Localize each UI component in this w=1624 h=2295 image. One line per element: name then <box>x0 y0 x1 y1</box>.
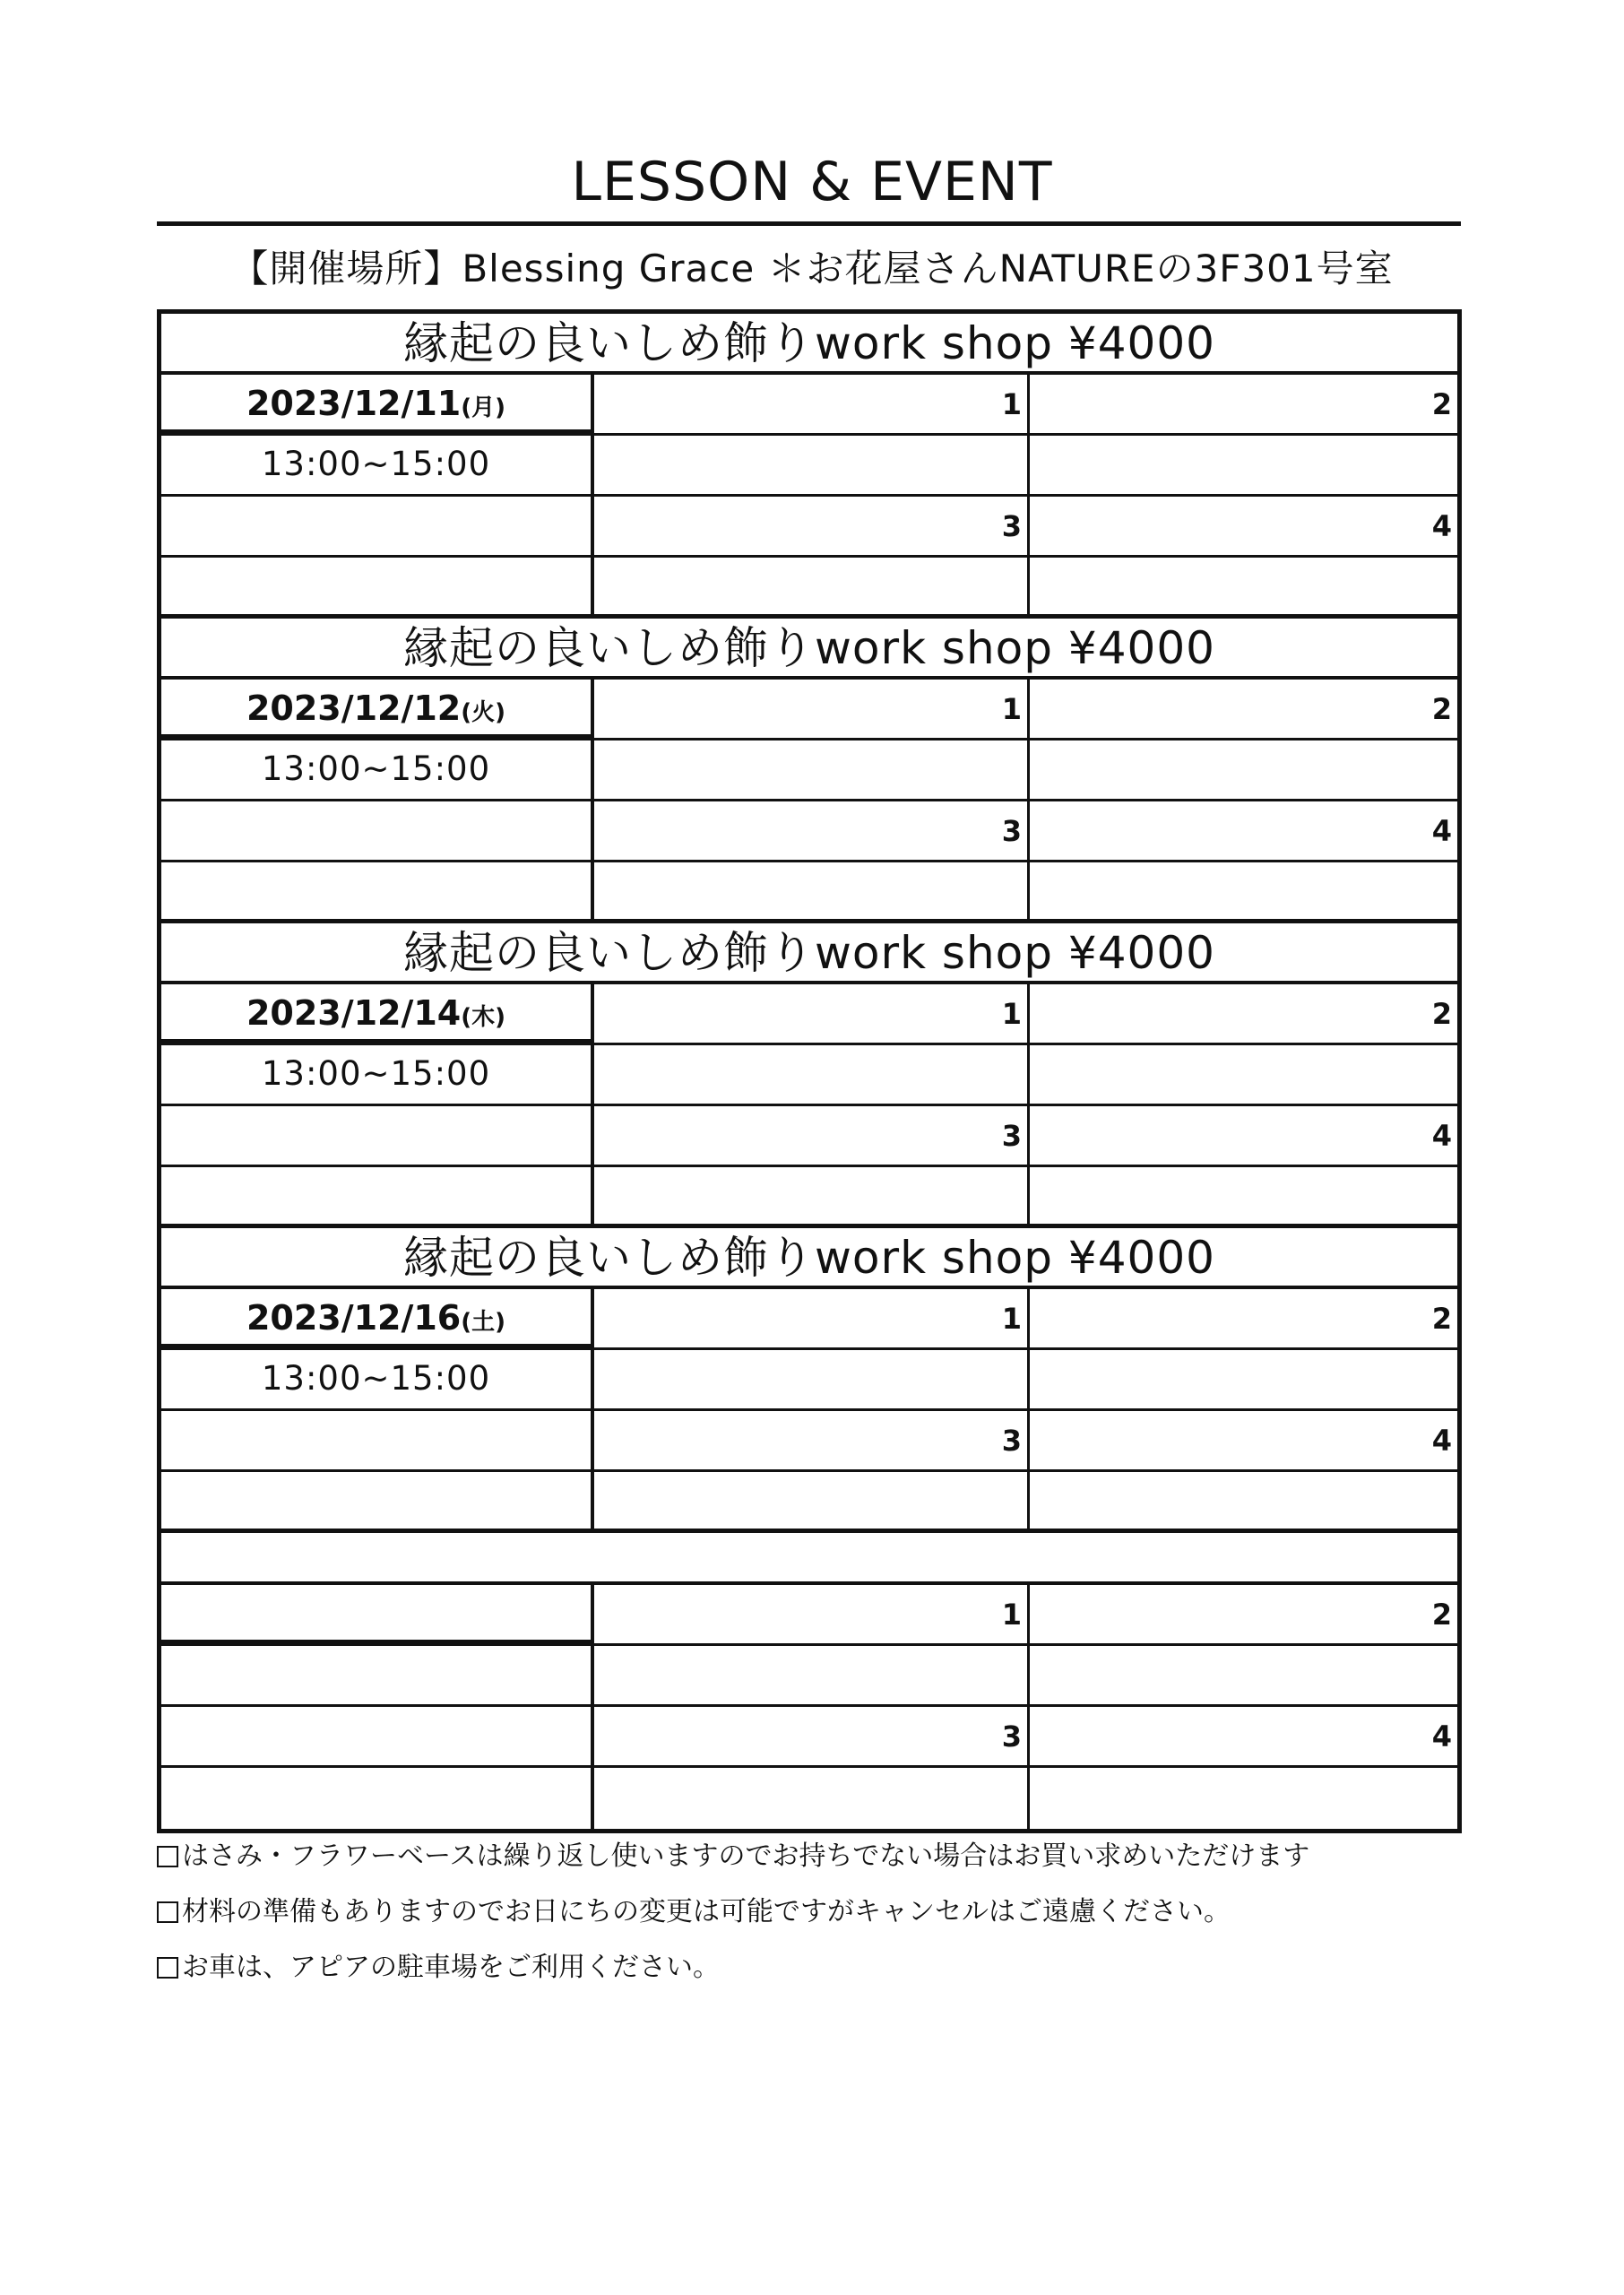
empty-cell <box>161 801 594 860</box>
slot-number: 2 <box>1431 1598 1452 1632</box>
slot-number: 4 <box>1431 1424 1452 1458</box>
date-text: 2023/12/12 <box>246 688 462 728</box>
slot-cell[interactable] <box>594 497 1030 555</box>
slot-number: 4 <box>1431 814 1452 848</box>
note-text: お車は、アピアの駐車場をご利用ください。 <box>182 1952 720 1983</box>
name-entry-cell[interactable] <box>594 740 1030 799</box>
slot-cell[interactable] <box>1030 801 1457 860</box>
slot-cell[interactable] <box>1030 680 1457 738</box>
empty-cell <box>161 1707 594 1765</box>
slot-cell[interactable] <box>1030 375 1457 433</box>
table-row <box>161 1707 1457 1768</box>
slot-cell[interactable] <box>1030 497 1457 555</box>
event-title <box>161 1533 1457 1585</box>
empty-cell <box>161 497 594 555</box>
name-entry-cell[interactable] <box>1030 1350 1457 1408</box>
slot-number: 2 <box>1431 1302 1452 1336</box>
event-block-blank <box>161 1533 1457 1829</box>
slot-cell[interactable] <box>594 801 1030 860</box>
table-row <box>161 740 1457 801</box>
table-row <box>161 1646 1457 1707</box>
table-row <box>161 862 1457 923</box>
weekday-text: (木) <box>461 1004 506 1031</box>
notes-list <box>157 1829 1501 1996</box>
slot-number: 1 <box>1001 1302 1022 1336</box>
name-entry-cell[interactable] <box>1030 558 1457 614</box>
name-entry-cell[interactable] <box>594 1472 1030 1529</box>
note-text: 材料の準備もありますのでお日にちの変更は可能ですがキャンセルはご遠慮ください。 <box>182 1896 1231 1927</box>
note-item <box>157 1829 1501 1884</box>
slot-cell[interactable] <box>1030 1707 1457 1765</box>
name-entry-cell[interactable] <box>594 558 1030 614</box>
empty-cell <box>161 1167 594 1224</box>
event-block <box>161 1228 1457 1533</box>
note-text: はさみ・フラワーベースは繰り返し使いますのでお持ちでない場合はお買い求めいただけます <box>182 1840 1310 1872</box>
event-time: 13:00~15:00 <box>161 1045 594 1104</box>
table-row <box>161 1350 1457 1411</box>
venue-line: 【開催場所】Blessing Grace ＊お花屋さんNATUREの3F301号室 <box>230 247 1394 290</box>
event-date <box>161 680 594 738</box>
slot-number: 3 <box>1001 509 1022 543</box>
slot-number: 1 <box>1001 692 1022 726</box>
name-entry-cell[interactable] <box>594 436 1030 494</box>
event-title: 縁起の良いしめ飾りwork shop ¥4000 <box>161 1228 1457 1289</box>
name-entry-cell[interactable] <box>1030 1045 1457 1104</box>
name-entry-cell[interactable] <box>1030 1646 1457 1704</box>
checkbox-icon <box>157 1957 178 1979</box>
slot-cell[interactable] <box>1030 984 1457 1043</box>
name-entry-cell[interactable] <box>594 1167 1030 1224</box>
empty-cell <box>161 1106 594 1165</box>
event-block <box>161 619 1457 923</box>
event-time <box>161 1646 594 1704</box>
name-entry-cell[interactable] <box>1030 1768 1457 1829</box>
table-row <box>161 436 1457 497</box>
slot-cell[interactable] <box>1030 1411 1457 1469</box>
empty-cell <box>161 862 594 919</box>
slot-cell[interactable] <box>594 1289 1030 1347</box>
date-text: 2023/12/16 <box>246 1298 462 1338</box>
event-block <box>161 923 1457 1228</box>
slot-number: 3 <box>1001 1719 1022 1754</box>
name-entry-cell[interactable] <box>594 1768 1030 1829</box>
table-row <box>161 1167 1457 1228</box>
note-item <box>157 1940 1501 1996</box>
slot-number: 1 <box>1001 1598 1022 1632</box>
event-title: 縁起の良いしめ飾りwork shop ¥4000 <box>161 619 1457 680</box>
name-entry-cell[interactable] <box>1030 740 1457 799</box>
slot-cell[interactable] <box>594 375 1030 433</box>
name-entry-cell[interactable] <box>594 1350 1030 1408</box>
name-entry-cell[interactable] <box>1030 1167 1457 1224</box>
date-text: 2023/12/14 <box>246 993 462 1033</box>
event-date <box>161 375 594 433</box>
empty-cell <box>161 1768 594 1829</box>
table-row <box>161 1472 1457 1533</box>
slot-cell[interactable] <box>594 1707 1030 1765</box>
event-title: 縁起の良いしめ飾りwork shop ¥4000 <box>161 923 1457 984</box>
name-entry-cell[interactable] <box>594 1646 1030 1704</box>
event-title: 縁起の良いしめ飾りwork shop ¥4000 <box>161 314 1457 375</box>
slot-cell[interactable] <box>594 1411 1030 1469</box>
table-row <box>161 558 1457 619</box>
slot-cell[interactable] <box>1030 1289 1457 1347</box>
slot-number: 4 <box>1431 1719 1452 1754</box>
slot-number: 3 <box>1001 814 1022 848</box>
table-row <box>161 680 1457 740</box>
empty-cell <box>161 1411 594 1469</box>
event-date <box>161 984 594 1043</box>
event-date <box>161 1289 594 1347</box>
checkbox-icon <box>157 1901 178 1923</box>
page-title: LESSON & EVENT <box>571 151 1053 213</box>
event-date <box>161 1585 594 1643</box>
table-row <box>161 1045 1457 1106</box>
name-entry-cell[interactable] <box>594 1045 1030 1104</box>
schedule-table <box>157 309 1462 1833</box>
weekday-text: (月) <box>461 394 506 421</box>
event-time: 13:00~15:00 <box>161 1350 594 1408</box>
table-row <box>161 1768 1457 1829</box>
name-entry-cell[interactable] <box>1030 1472 1457 1529</box>
table-row <box>161 375 1457 436</box>
table-row <box>161 497 1457 558</box>
slot-cell[interactable] <box>594 984 1030 1043</box>
table-row <box>161 1585 1457 1646</box>
table-row <box>161 1106 1457 1167</box>
table-row <box>161 984 1457 1045</box>
slot-cell[interactable] <box>1030 1585 1457 1643</box>
event-time: 13:00~15:00 <box>161 436 594 494</box>
note-item <box>157 1884 1501 1940</box>
slot-cell[interactable] <box>594 1106 1030 1165</box>
table-row <box>161 1411 1457 1472</box>
name-entry-cell[interactable] <box>594 862 1030 919</box>
checkbox-icon <box>157 1846 178 1867</box>
slot-number: 4 <box>1431 509 1452 543</box>
title-divider <box>157 221 1461 226</box>
slot-cell[interactable] <box>594 680 1030 738</box>
slot-number: 3 <box>1001 1119 1022 1153</box>
event-time: 13:00~15:00 <box>161 740 594 799</box>
table-row <box>161 801 1457 862</box>
table-row <box>161 1289 1457 1350</box>
slot-number: 1 <box>1001 997 1022 1031</box>
slot-cell[interactable] <box>594 1585 1030 1643</box>
weekday-text: (火) <box>461 699 506 726</box>
slot-number: 4 <box>1431 1119 1452 1153</box>
empty-cell <box>161 1472 594 1529</box>
weekday-text: (土) <box>461 1309 506 1336</box>
slot-number: 3 <box>1001 1424 1022 1458</box>
date-text: 2023/12/11 <box>246 384 462 423</box>
name-entry-cell[interactable] <box>1030 862 1457 919</box>
slot-number: 2 <box>1431 997 1452 1031</box>
slot-number: 1 <box>1001 387 1022 421</box>
empty-cell <box>161 558 594 614</box>
event-block <box>161 314 1457 619</box>
name-entry-cell[interactable] <box>1030 436 1457 494</box>
slot-number: 2 <box>1431 692 1452 726</box>
slot-number: 2 <box>1431 387 1452 421</box>
slot-cell[interactable] <box>1030 1106 1457 1165</box>
